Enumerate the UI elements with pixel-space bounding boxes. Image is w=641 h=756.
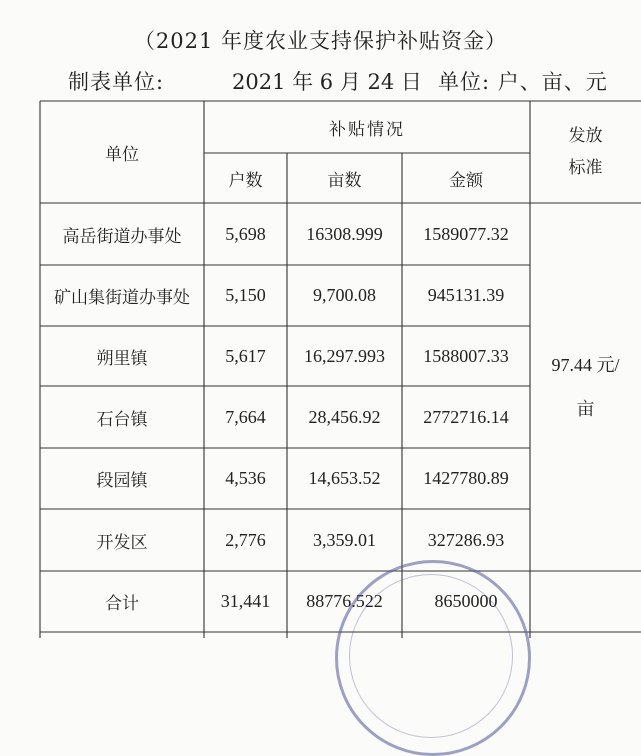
row-amount: 1427780.89 — [423, 468, 509, 488]
row-unit: 高岳街道办事处 — [62, 226, 182, 247]
header-households: 户数 — [228, 170, 263, 191]
header-subsidy: 补贴情况 — [329, 119, 405, 140]
row-area: 9,700.08 — [313, 285, 376, 305]
document-title: （2021 年度农业支持保护补贴资金） — [133, 29, 508, 53]
header-unit: 单位 — [105, 144, 139, 165]
row-amount: 945131.39 — [427, 285, 505, 305]
row-unit: 段园镇 — [96, 471, 148, 491]
row-area: 16,297.993 — [304, 345, 385, 366]
row-households: 5,150 — [225, 285, 266, 305]
row-amount: 327286.93 — [427, 529, 505, 550]
row-households: 2,776 — [225, 529, 266, 550]
row-area: 14,653.52 — [308, 468, 381, 488]
row-households: 5,617 — [225, 345, 266, 366]
row-amount: 1588007.33 — [423, 345, 509, 366]
total-amount: 8650000 — [434, 591, 498, 611]
header-amount: 金额 — [449, 170, 483, 191]
total-area: 88776.522 — [306, 591, 383, 611]
units-note: 单位: 户、亩、元 — [438, 70, 608, 94]
subsidy-standard-value — [530, 203, 641, 571]
preparing-unit-label: 制表单位: — [68, 70, 165, 94]
row-amount: 2772716.14 — [423, 406, 509, 427]
header-standard-line1: 发放 — [568, 126, 603, 146]
header-standard — [530, 101, 641, 203]
row-households: 7,664 — [225, 406, 266, 427]
header-area: 亩数 — [327, 170, 362, 191]
row-unit: 石台镇 — [96, 409, 148, 430]
total-label: 合计 — [105, 594, 139, 614]
total-households: 31,441 — [220, 591, 271, 611]
row-area: 3,359.01 — [313, 529, 376, 550]
row-area: 28,456.92 — [308, 406, 381, 427]
report-date: 2021 年 6 月 24 日 — [232, 70, 422, 94]
row-households: 5,698 — [225, 223, 266, 244]
official-seal-inner-ring — [349, 574, 513, 738]
row-households: 4,536 — [225, 468, 266, 488]
standard-value-line2: 亩 — [576, 399, 595, 419]
header-standard-line2: 标准 — [568, 158, 603, 178]
row-amount: 1589077.32 — [423, 223, 509, 244]
standard-value-line1: 97.44 元/ — [551, 355, 620, 375]
row-unit: 开发区 — [96, 532, 148, 553]
row-unit: 矿山集街道办事处 — [54, 288, 190, 308]
row-unit: 朔里镇 — [96, 348, 148, 369]
row-area: 16308.999 — [306, 223, 383, 244]
